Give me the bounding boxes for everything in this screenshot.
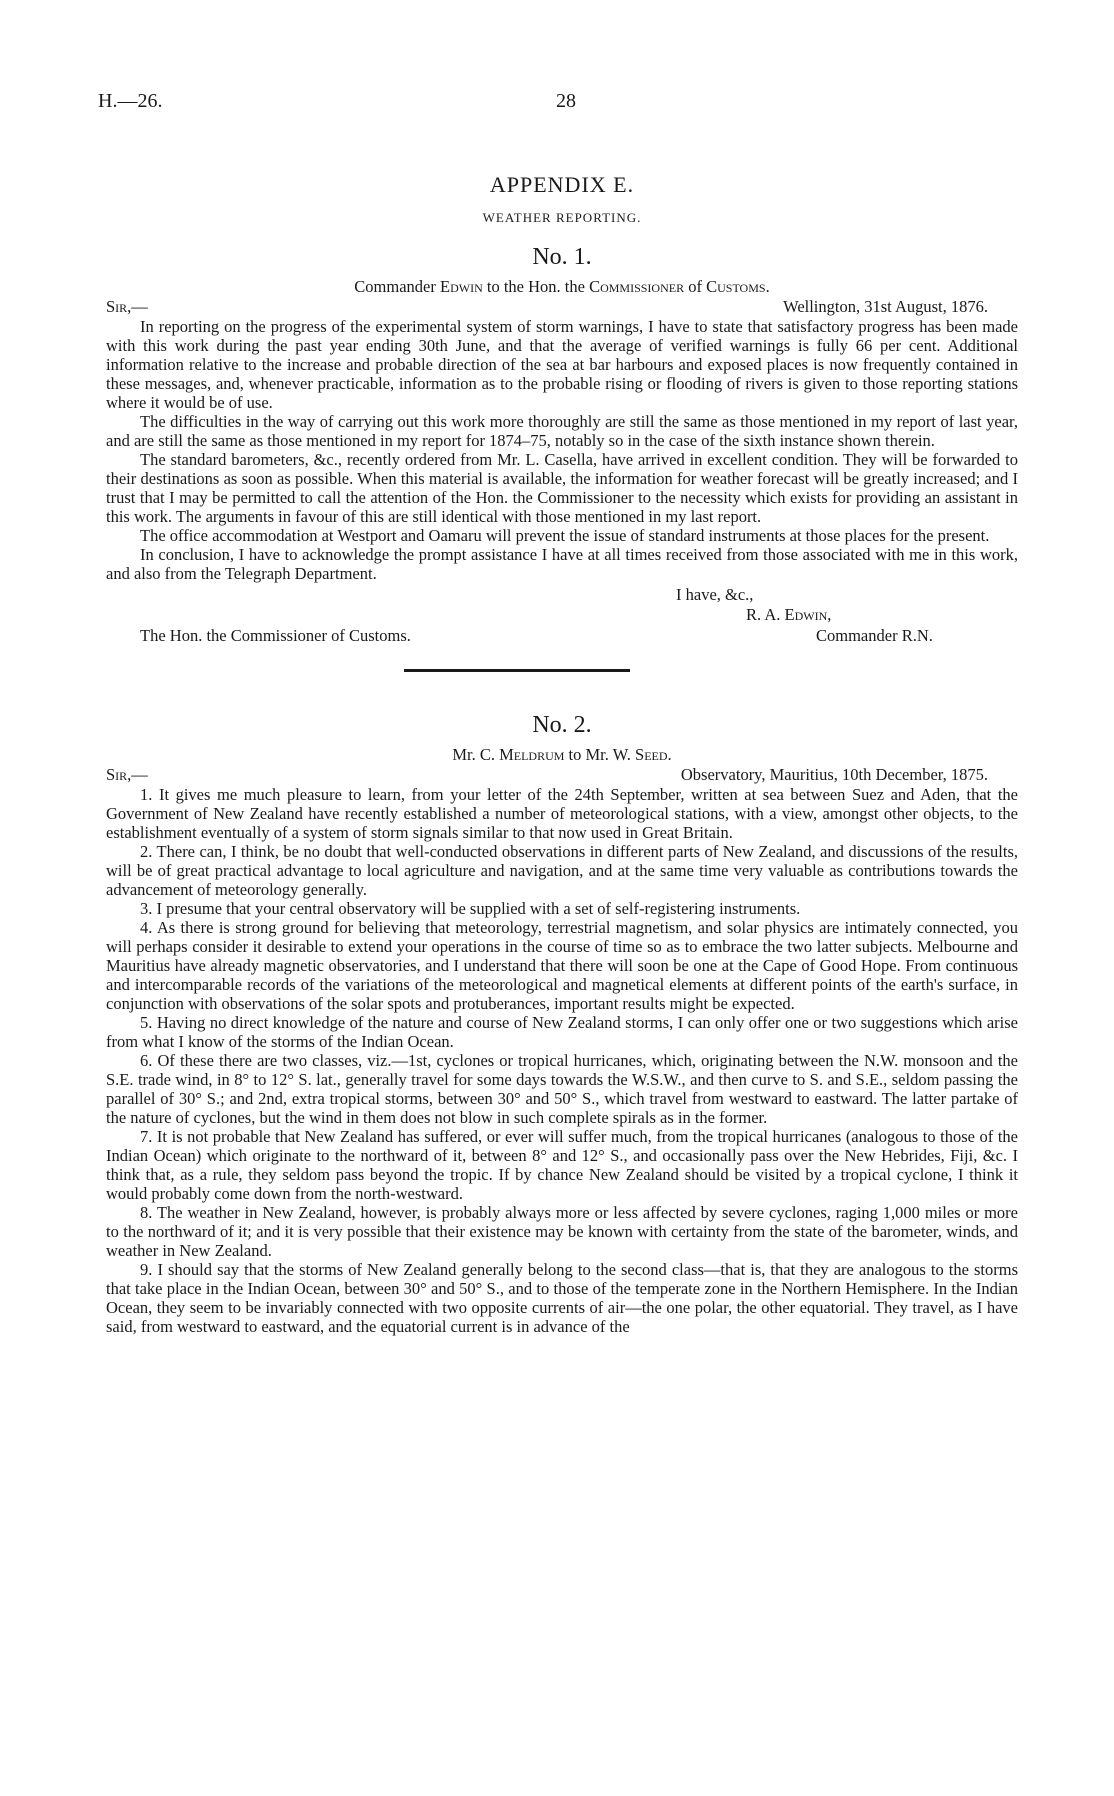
paragraph: The office accommodation at Westport and Oamaru will prevent the issue of standard instruments at those places for the present. — [140, 526, 990, 545]
recipient-name: Seed — [635, 745, 668, 764]
sender-name: Meldrum — [499, 745, 565, 764]
paragraph: The difficulties in the way of carrying out this work more thoroughly are still the same as those mentioned in my report of last year, and are still the same as those mentioned in my report for 1874–75, notably so in the case of the sixth instance shown therein. — [106, 412, 1018, 450]
signer-initials: R. A. — [746, 605, 785, 624]
correspondent-text: Mr. C. — [452, 745, 500, 764]
letter-1-salutation-line — [106, 297, 1018, 317]
sender-name: Edwin — [440, 277, 483, 296]
paragraph: 3. I presume that your central observatory will be supplied with a set of self-registering instruments. — [140, 899, 801, 918]
letter-2-correspondents — [106, 745, 1018, 765]
paragraph: The standard barometers, &c., recently ordered from Mr. L. Casella, have arrived in excellent condition. They will be forwarded to their destinations as soon as possible. When this material is available, the information for weather forecast will be greatly increased; and I trust that I may be permitted to call the attention of the Hon. the Commissioner to the necessity which exists for providing an assistant in this work. The arguments in favour of this are still identical with those mentioned in my last report. — [106, 450, 1018, 526]
document-page — [98, 90, 1018, 1336]
recipient-department: Customs — [706, 277, 766, 296]
signer-punctuation: , — [827, 605, 832, 624]
correspondent-text: . — [667, 745, 672, 764]
paragraph: In conclusion, I have to acknowledge the prompt assistance I have at all times received from those associated with me in this work, and also from the Telegraph Department. — [106, 545, 1018, 583]
paragraph: 6. Of these there are two classes, viz.—1st, cyclones or tropical hurricanes, which, originating between the N.W. monsoon and the S.E. trade wind, in 8° to 12° S. lat., generally travel for some days towards the W.S.W., and then curve to S. and S.E., seldom passing the parallel of 30° S.; and 2nd, extra tropical storms, between 30° and 50° S., which travel from westward to eastward. The latter partake of the nature of cyclones, but the wind in them does not blow in such complete spirals as in the former. — [106, 1051, 1018, 1127]
recipient-name: Commissioner — [589, 277, 685, 296]
letter-1-number: No. 1. — [532, 244, 592, 270]
place-date: Observatory, Mauritius, 10th December, 1875. — [680, 765, 988, 784]
signer — [746, 605, 831, 625]
signer-title: Commander R.N. — [816, 626, 933, 645]
correspondent-text: of — [684, 277, 707, 296]
salutation: Sir,— — [106, 765, 148, 784]
page-number: 28 — [556, 90, 576, 112]
running-header — [98, 90, 1018, 120]
signer-name: Edwin — [784, 605, 828, 624]
paragraph: 7. It is not probable that New Zealand has suffered, or ever will suffer much, from the tropical hurricanes (analogous to those of the Indian Ocean) which originate to the northward of it, between 8° and 12° S., and occasionally pass over the New Hebrides, Fiji, &c. I think that, as a rule, they seldom pass beyond the tropic. If by chance New Zealand should be visited by a tropical cyclone, I think it would probably come down from the north-westward. — [106, 1127, 1018, 1203]
letter-2-number: No. 2. — [532, 712, 592, 738]
paragraph: In reporting on the progress of the experimental system of storm warnings, I have to state that satisfactory progress has been made with this work during the past year ending 30th June, and that the average of verified warnings is fully 66 per cent. Additional information relative to the increase and probable direction of the sea at bar harbours and exposed places is now frequently contained in these messages, and, whenever practicable, information as to the probable rising or flooding of rivers is given to those reporting stations where it would be of use. — [106, 317, 1018, 412]
section-divider — [404, 669, 630, 672]
letter-1-correspondents — [106, 277, 1018, 297]
paragraph: 1. It gives me much pleasure to learn, from your letter of the 24th September, written at sea between Suez and Aden, that the Government of New Zealand have recently established a number of meteorological stations, with a view, amongst other objects, to the establishment eventually of a system of storm signals similar to that now used in Great Britain. — [106, 785, 1018, 842]
paragraph: 8. The weather in New Zealand, however, is probably always more or less affected by severe cyclones, raging 1,000 miles or more to the northward of it; and it is very possible that their existence may be known with certainty from the state of the barometer, winds, and weather in New Zealand. — [106, 1203, 1018, 1260]
paragraph: 2. There can, I think, be no doubt that well-conducted observations in different parts of New Zealand, and discussions of the results, will be of great practical advantage to local agriculture and navigation, and at the same time very valuable as contributions towards the advancement of meteorology generally. — [106, 842, 1018, 899]
letter-2-body — [106, 785, 1018, 1336]
salutation: Sir,— — [106, 297, 148, 316]
correspondent-text: to Mr. W. — [564, 745, 636, 764]
paragraph: 5. Having no direct knowledge of the nature and course of New Zealand storms, I can only offer one or two suggestions which arise from what I know of the storms of the Indian Ocean. — [106, 1013, 1018, 1051]
letter-2-salutation-line — [106, 765, 1018, 785]
letter-1-signature-block — [106, 585, 1018, 647]
correspondent-text: Commander — [354, 277, 440, 296]
addressee: The Hon. the Commissioner of Customs. — [140, 626, 411, 645]
appendix-subtitle: WEATHER REPORTING. — [482, 210, 642, 225]
correspondent-text: to the Hon. the — [482, 277, 590, 296]
letter-1-body — [106, 317, 1018, 583]
closing: I have, &c., — [676, 585, 754, 604]
paragraph: 4. As there is strong ground for believing that meteorology, terrestrial magnetism, and solar physics are intimately connected, you will perhaps consider it desirable to extend your operations in the course of time so as to embrace the two latter subjects. Melbourne and Mauritius have already magnetic observatories, and I understand that there will soon be one at the Cape of Good Hope. From continuous and intercomparable records of the variations of the meteorological and magnetical elements at different points of the earth's surface, in conjunction with observations of the solar spots and protuberances, important results might be expected. — [106, 918, 1018, 1013]
appendix-title: APPENDIX E. — [489, 172, 635, 197]
correspondent-text: . — [765, 277, 770, 296]
place-date: Wellington, 31st August, 1876. — [783, 297, 988, 316]
sessional-paper-reference: H.—26. — [98, 90, 163, 112]
paragraph: 9. I should say that the storms of New Zealand generally belong to the second class—that is, that they are analogous to the storms that take place in the Indian Ocean, between 30° and 50° S., and to those of the temperate zone in the Northern Hemisphere. In the Indian Ocean, they seem to be invariably connected with two opposite currents of air—the one polar, the other equatorial. They travel, as I have said, from westward to eastward, and the equatorial current is in advance of the — [106, 1260, 1018, 1336]
